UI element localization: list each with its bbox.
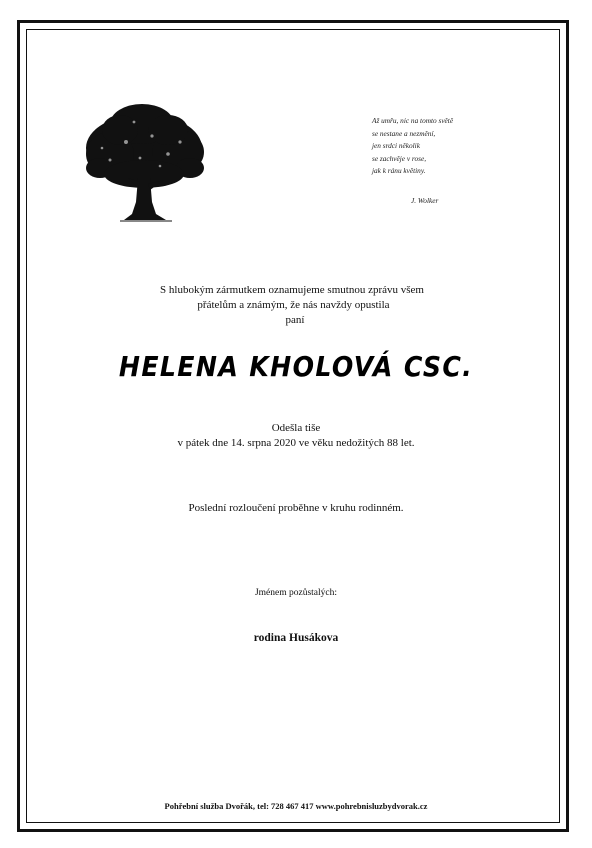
intro-line: přátelům a známým, že nás navždy opustila — [197, 299, 390, 311]
poem-line: jen srdci několik — [372, 141, 420, 151]
death-line: v pátek dne 14. srpna 2020 ve věku nedožitých 88 let. — [177, 437, 415, 449]
family-signature: rodina Husákova — [253, 632, 339, 644]
poem-line: se nestane a nezmění, — [372, 128, 436, 138]
intro-line: S hlubokým zármutkem oznamujeme smutnou zprávu všem — [160, 284, 424, 296]
poem-line: jak k ránu květiny. — [372, 166, 426, 176]
poem-line: se zachvěje v rose, — [372, 153, 427, 163]
on-behalf-label: Jménem pozůstalých: — [254, 588, 338, 598]
death-line: Odešla tiše — [271, 422, 321, 434]
farewell-text: Poslední rozloučení proběhne v kruhu rodinném. — [188, 502, 404, 514]
announcement-intro — [0, 283, 592, 328]
footer-contact: Pohřební služba Dvořák, tel: 728 467 417 www.pohrebnisluzbydvorak.cz — [164, 801, 428, 811]
poem-author: J. Wolker — [411, 196, 439, 205]
deceased-name: HELENA KHOLOVÁ CSC. — [118, 350, 474, 383]
intro-line: paní — [285, 314, 305, 326]
poem — [372, 115, 512, 178]
poem-line: Až umřu, nic na tomto světě — [372, 116, 454, 125]
death-details — [0, 421, 592, 451]
tree-icon — [80, 102, 210, 224]
